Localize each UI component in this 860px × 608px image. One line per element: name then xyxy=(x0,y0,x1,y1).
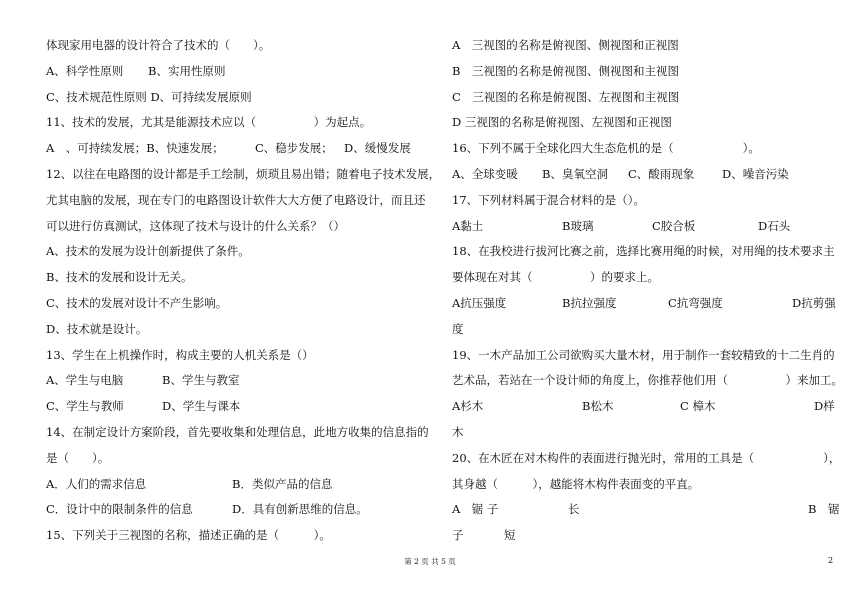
option-d: D石头 xyxy=(758,218,791,233)
option-a: A、学生与电脑 xyxy=(46,373,124,388)
option-d: D．具有创新思维的信息。 xyxy=(232,502,368,517)
option-line xyxy=(46,372,442,398)
question-14: 14、在制定设计方案阶段，首先要收集和处理信息，此地方收集的信息指的 xyxy=(46,424,429,439)
text-line: 其身越（ ），越能将木构件表面变的平直。 xyxy=(452,476,700,491)
option-a: A、科学性原则 xyxy=(46,63,124,78)
page-number: 2 xyxy=(828,556,834,565)
option-c: C胶合板 xyxy=(652,218,696,233)
option-b: B．类似产品的信息 xyxy=(232,476,333,491)
option-c: C、稳步发展； xyxy=(255,141,333,156)
text-line: 度 xyxy=(452,321,464,336)
question-13: 13、学生在上机操作时，构成主要的人机关系是（） xyxy=(46,347,314,362)
option-c: C．设计中的限制条件的信息 xyxy=(46,502,193,517)
option-b-cont: 子 xyxy=(452,528,464,543)
option-line xyxy=(46,501,442,527)
question-15: 15、下列关于三视图的名称，描述正确的是（ ）。 xyxy=(46,528,331,543)
text-line: 是（ ）。 xyxy=(46,450,110,465)
option-a: A杉木 xyxy=(452,399,484,414)
option-line xyxy=(46,398,442,424)
option-b-cont2: 短 xyxy=(504,528,516,543)
question-17: 17、下列材料属于混合材料的是（）。 xyxy=(452,192,645,207)
question-20: 20、在木匠在对木构件的表面进行抛光时，常用的工具是（ ）， xyxy=(452,450,841,465)
option-c: C 樟木 xyxy=(680,399,716,414)
option-a: A黏土 xyxy=(452,218,484,233)
text-line: 木 xyxy=(452,424,464,439)
text-line: 要体现在对其（ ）的要求上。 xyxy=(452,270,659,285)
option-ab: A 、可持续发展；B、快速发展； xyxy=(46,141,224,156)
option-line xyxy=(452,398,840,424)
option-a: A抗压强度 xyxy=(452,295,507,310)
option-b: B、实用性原则 xyxy=(148,63,226,78)
option-b: B、臭氧空洞 xyxy=(542,166,608,181)
text-line: 尤其电脑的发展，现在专门的电路图设计软件大大方便了电路设计，而且还 xyxy=(46,192,426,207)
text-line: 体现家用电器的设计符合了技术的（ ）。 xyxy=(46,38,271,52)
option-a: A 锯 子 xyxy=(452,502,499,517)
option-c: C、学生与教师 xyxy=(46,399,124,414)
option-d: D、噪音污染 xyxy=(722,166,789,181)
option-a: A、技术的发展为设计创新提供了条件。 xyxy=(46,244,250,259)
option-line xyxy=(46,140,442,166)
option-line xyxy=(46,476,442,502)
option-c: C、酸雨现象 xyxy=(628,166,695,181)
left-column xyxy=(46,37,442,553)
option-d: D、缓慢发展 xyxy=(344,141,411,156)
option-d: D、技术就是设计。 xyxy=(46,321,148,336)
option-d: D抗剪强 xyxy=(792,295,836,310)
right-column xyxy=(452,37,843,553)
option-a: A．人们的需求信息 xyxy=(46,476,147,491)
option-a-cont: 长 xyxy=(568,502,580,517)
text-line: 可以进行仿真测试，这体现了技术与设计的什么关系？（） xyxy=(46,218,345,233)
option-c: C 三视图的名称是俯视图、左视图和主视图 xyxy=(452,89,680,104)
option-c: C抗弯强度 xyxy=(668,295,723,310)
option-b: B玻璃 xyxy=(562,218,594,233)
option-b: B松木 xyxy=(582,399,614,414)
question-16: 16、下列不属于全球化四大生态危机的是（ ）。 xyxy=(452,141,760,156)
option-b: B、技术的发展和设计无关。 xyxy=(46,270,193,285)
option-a: A、全球变暖 xyxy=(452,166,518,181)
option-b: B、学生与教室 xyxy=(162,373,240,388)
question-19: 19、一木产品加工公司欲购买大量木材，用于制作一套较精致的十二生肖的 xyxy=(452,347,835,362)
text-line: C、技术规范性原则 D、可持续发展原则 xyxy=(46,89,252,104)
text-line: 艺术品，若站在一个设计师的角度上，你推荐他们用（ ）来加工。 xyxy=(452,373,843,388)
option-b: B 三视图的名称是俯视图、侧视图和主视图 xyxy=(452,63,679,78)
option-d: D 三视图的名称是俯视图、左视图和正视图 xyxy=(452,115,672,130)
option-c: C、技术的发展对设计不产生影响。 xyxy=(46,295,228,310)
option-a: A 三视图的名称是俯视图、侧视图和正视图 xyxy=(452,38,679,52)
option-line xyxy=(452,295,840,321)
question-11: 11、技术的发展，尤其是能源技术应以（ ）为起点。 xyxy=(46,115,372,130)
option-line xyxy=(452,218,840,244)
page-footer: 第 2 页 共 5 页 xyxy=(404,557,456,566)
option-line xyxy=(46,63,442,89)
option-b: B抗拉强度 xyxy=(562,295,617,310)
question-12: 12、以往在电路图的设计都是手工绘制，烦琐且易出错；随着电子技术发展， xyxy=(46,166,441,181)
option-line xyxy=(452,527,840,553)
option-line xyxy=(452,166,840,192)
option-d: D样 xyxy=(814,399,835,414)
option-b: B 锯 xyxy=(808,502,840,517)
option-d: D、学生与课本 xyxy=(162,399,241,414)
option-line xyxy=(452,501,840,527)
question-18: 18、在我校进行拔河比赛之前，选择比赛用绳的时候，对用绳的技术要求主 xyxy=(452,244,835,259)
